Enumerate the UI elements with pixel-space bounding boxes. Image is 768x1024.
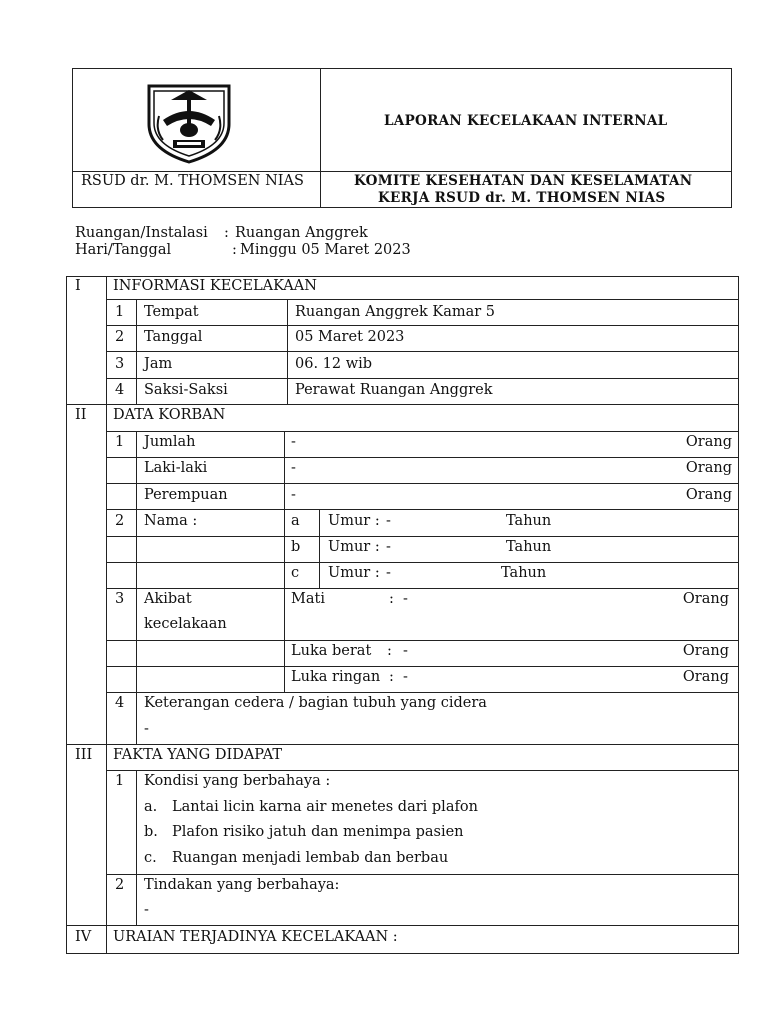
victim-letter: b xyxy=(291,539,301,555)
victim-name-num: 2 xyxy=(115,513,125,529)
info-row-value: Perawat Ruangan Anggrek xyxy=(295,382,493,398)
info-row-label: Saksi-Saksi xyxy=(144,382,228,398)
condition-letter: b. xyxy=(144,824,158,840)
room-value: Ruangan Anggrek xyxy=(235,225,368,241)
room-sep: : xyxy=(224,225,229,241)
victim-age-label: Umur : xyxy=(328,513,380,529)
condition-text: Plafon risiko jatuh dan menimpa pasien xyxy=(172,824,464,840)
effect-unit: Orang xyxy=(682,591,729,607)
victim-count-label: Jumlah xyxy=(144,434,196,450)
effect-value: - xyxy=(403,591,408,607)
condition-text: Ruangan menjadi lembab dan berbau xyxy=(172,850,449,866)
effect-sep: : xyxy=(389,669,394,685)
victim-count-unit: Orang xyxy=(685,487,732,503)
effect-value: - xyxy=(403,669,408,685)
effect-num: 3 xyxy=(115,591,125,607)
victim-age-label: Umur : xyxy=(328,539,380,555)
info-row-num: 2 xyxy=(115,329,125,345)
victim-count-unit: Orang xyxy=(685,460,732,476)
info-row-value: 06. 12 wib xyxy=(295,356,373,372)
victim-name-label: Nama : xyxy=(144,513,198,529)
effect-label-line-2: kecelakaan xyxy=(144,616,227,632)
effect-label: Luka ringan xyxy=(291,669,381,685)
victim-age-label: Umur : xyxy=(328,565,380,581)
info-row-num: 4 xyxy=(115,382,125,398)
room-label: Ruangan/Instalasi xyxy=(75,225,208,241)
info-row-label: Tempat xyxy=(144,304,199,320)
info-row-value: 05 Maret 2023 xyxy=(295,329,405,345)
condition-letter: c. xyxy=(144,850,157,866)
info-row-value: Ruangan Anggrek Kamar 5 xyxy=(295,304,496,320)
action-value: - xyxy=(144,902,149,918)
victim-age-unit: Tahun xyxy=(506,513,552,529)
victim-letter: c xyxy=(291,565,300,581)
committee-line-2: KERJA RSUD dr. M. THOMSEN NIAS xyxy=(378,190,666,206)
injury-value: - xyxy=(144,721,149,737)
action-label: Tindakan yang berbahaya: xyxy=(144,877,340,893)
section-1-num: I xyxy=(75,278,81,294)
victim-age-value: - xyxy=(386,513,391,529)
victim-age-value: - xyxy=(386,565,391,581)
effect-label: Luka berat xyxy=(291,643,372,659)
section-4-title: URAIAN TERJADINYA KECELAKAAN : xyxy=(113,929,398,945)
condition-letter: a. xyxy=(144,799,158,815)
info-row-label: Jam xyxy=(144,356,173,372)
effect-unit: Orang xyxy=(682,643,729,659)
condition-label: Kondisi yang berbahaya : xyxy=(144,773,331,789)
effect-label-line-1: Akibat xyxy=(144,591,192,607)
victim-age-unit: Tahun xyxy=(506,539,552,555)
victim-count-label: Laki-laki xyxy=(144,460,208,476)
section-4-num: IV xyxy=(75,929,92,945)
victim-count-num: 1 xyxy=(115,434,125,450)
section-2-title: DATA KORBAN xyxy=(113,407,226,423)
section-1-title: INFORMASI KECELAKAAN xyxy=(113,278,317,294)
victim-count-value: - xyxy=(291,487,296,503)
victim-age-value: - xyxy=(386,539,391,555)
effect-sep: : xyxy=(387,643,392,659)
date-label: Hari/Tanggal xyxy=(75,242,172,258)
hospital-name: RSUD dr. M. THOMSEN NIAS xyxy=(81,173,304,189)
victim-letter: a xyxy=(291,513,300,529)
section-3-num: III xyxy=(75,747,93,763)
injury-label: Keterangan cedera / bagian tubuh yang cidera xyxy=(144,695,487,711)
date-value: Minggu 05 Maret 2023 xyxy=(240,242,411,258)
section-3-title: FAKTA YANG DIDAPAT xyxy=(113,747,283,763)
effect-label: Mati xyxy=(291,591,325,607)
effect-unit: Orang xyxy=(682,669,729,685)
committee-line-1: KOMITE KESEHATAN DAN KESELAMATAN xyxy=(354,173,693,189)
action-num: 2 xyxy=(115,877,125,893)
victim-count-value: - xyxy=(291,460,296,476)
victim-count-value: - xyxy=(291,434,296,450)
victim-age-unit: Tahun xyxy=(501,565,547,581)
section-2-num: II xyxy=(75,407,87,423)
hospital-emblem xyxy=(141,80,237,166)
info-row-num: 1 xyxy=(115,304,125,320)
info-row-label: Tanggal xyxy=(144,329,203,345)
date-sep: : xyxy=(232,242,237,258)
effect-value: - xyxy=(403,643,408,659)
report-title: LAPORAN KECELAKAAN INTERNAL xyxy=(384,113,668,129)
injury-num: 4 xyxy=(115,695,125,711)
victim-count-unit: Orang xyxy=(685,434,732,450)
condition-text: Lantai licin karna air menetes dari plafon xyxy=(172,799,478,815)
victim-count-label: Perempuan xyxy=(144,487,228,503)
effect-sep: : xyxy=(389,591,394,607)
info-row-num: 3 xyxy=(115,356,125,372)
condition-num: 1 xyxy=(115,773,125,789)
